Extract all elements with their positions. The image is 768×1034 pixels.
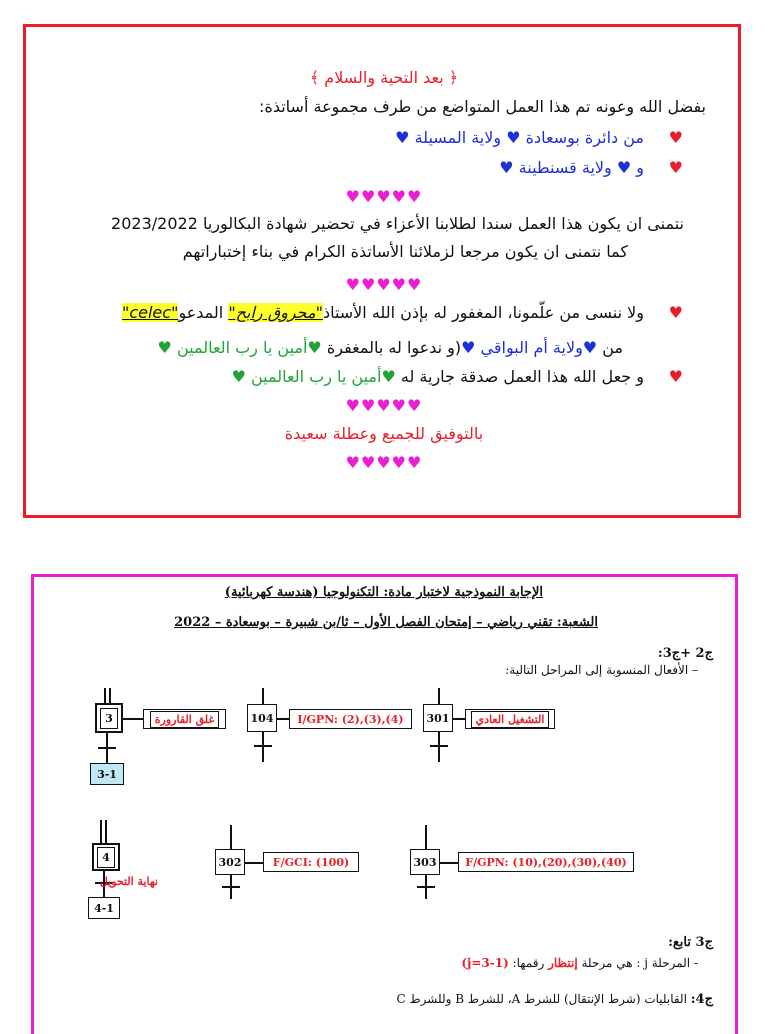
step-104: 104: [247, 704, 277, 732]
teacher-name: "محروق رابح": [228, 303, 323, 322]
link-line: [104, 688, 106, 704]
answer-subtitle: الشعبة: تقني رياضي – إمتحان الفصل الأول – ثا/بن شبيرة – بوسعادة – 2022: [174, 615, 598, 630]
province-from: من: [597, 338, 623, 357]
question-4-desc: القابليات (شرط الإنتقال) للشرط A، للشرط B وللشرط C: [396, 992, 691, 1006]
action-104: I/GPN: (2),(3),(4): [289, 709, 412, 729]
action-303: F/GPN: (10),(20),(30),(40): [458, 852, 634, 872]
question-4-line: [397, 992, 713, 1007]
wait-word: إنتظار: [548, 956, 578, 970]
end-of-transfer-label: نهاية التحويل: [99, 875, 158, 888]
hearts-divider: ♥♥♥♥♥: [345, 453, 423, 472]
link-line: [262, 688, 264, 704]
province-name: ♥ولاية أم البواقي ♥: [461, 338, 598, 357]
action-link: [440, 862, 458, 864]
wish-line-2: كما نتمنى ان يكون مرجعا لزملائنا الأساتذة الكرام في بناء إختباراتهم: [182, 242, 628, 261]
action-link: [453, 718, 465, 720]
wait-step-value: (j=3-1): [461, 956, 509, 970]
action-link: [245, 862, 263, 864]
action-301: التشغيل العادي: [465, 709, 555, 729]
transition: [98, 747, 116, 749]
step-303: 303: [410, 849, 440, 875]
link-line: [105, 820, 107, 844]
wish-line-1: نتمنى ان يكون هذا العمل سندا لطلابنا الأعزاء في تحضير شهادة البكالوريا 2023/2022: [111, 214, 684, 233]
link-line: [230, 825, 232, 849]
amen-text: ♥أمين يا رب العالمين ♥: [231, 367, 396, 386]
charity-line: [232, 367, 644, 387]
region-line-2: و ♥ ولاية قسنطينة ♥: [499, 158, 644, 177]
farewell: بالتوفيق للجميع وعطلة سعيدة: [284, 424, 484, 443]
question-4-label: ج4:: [690, 992, 713, 1007]
step-302: 302: [215, 849, 245, 875]
question-2-label: ج2 +ج3:: [657, 646, 713, 661]
link-line: [438, 732, 440, 762]
step-4-1: 4-1: [88, 897, 120, 919]
memory-text: ولا ننسى من علّمونا، المغفور له بإذن الله الأستاذ: [322, 303, 644, 322]
transition: [254, 745, 272, 747]
transition: [430, 745, 448, 747]
heart-bullet: ♥: [668, 303, 683, 322]
question-2-desc: – الأفعال المنسوبة إلى المراحل التالية:: [505, 663, 698, 677]
greeting: ﴿ بعد التحية والسلام ﴾: [309, 68, 459, 87]
transition: [222, 886, 240, 888]
step-301: 301: [423, 704, 453, 732]
link-line: [425, 825, 427, 849]
action-link: [123, 718, 143, 720]
link-line: [438, 688, 440, 704]
answer-title: الإجابة النموذجية لاختبار مادة: التكنولوجيا (هندسة كهربائية): [224, 585, 543, 600]
hearts-divider: ♥♥♥♥♥: [345, 396, 423, 415]
action-302: F/GCI: (100): [263, 852, 359, 872]
link-line: [100, 820, 102, 844]
prayer-text: (و ندعوا له بالمغفرة: [321, 338, 462, 357]
question-3-desc: [461, 956, 698, 970]
step-3: 3: [95, 703, 123, 733]
question-3-label: ج3 تابع:: [668, 935, 713, 950]
question-3-text: - المرحلة j : هي مرحلة: [577, 956, 698, 970]
memory-line: [122, 303, 644, 323]
transition: [417, 886, 435, 888]
link-line: [262, 732, 264, 762]
heart-bullet: ♥: [668, 158, 683, 177]
step-3-1: 3-1: [90, 763, 124, 785]
heart-bullet: ♥: [668, 128, 683, 147]
region-line-1: من دائرة بوسعادة ♥ ولاية المسيلة ♥: [395, 128, 644, 147]
link-line: [109, 688, 111, 704]
amen-text: ♥أمين يا رب العالمين ♥: [157, 338, 322, 357]
action-link: [277, 718, 289, 720]
province-line: [158, 338, 623, 358]
hearts-divider: ♥♥♥♥♥: [345, 187, 423, 206]
teacher-nickname: "celec": [121, 303, 179, 322]
question-3-text-2: رقمها:: [508, 956, 549, 970]
hearts-divider: ♥♥♥♥♥: [345, 275, 423, 294]
step-4: 4: [92, 843, 120, 871]
action-3: غلق القارورة: [143, 709, 226, 729]
charity-text: و جعل الله هذا العمل صدقة جارية له: [395, 367, 644, 386]
heart-bullet: ♥: [668, 367, 683, 386]
memory-text-2: المدعو: [178, 303, 229, 322]
intro-line: بفضل الله وعونه تم هذا العمل المتواضع من طرف مجموعة أساتذة:: [259, 97, 706, 116]
